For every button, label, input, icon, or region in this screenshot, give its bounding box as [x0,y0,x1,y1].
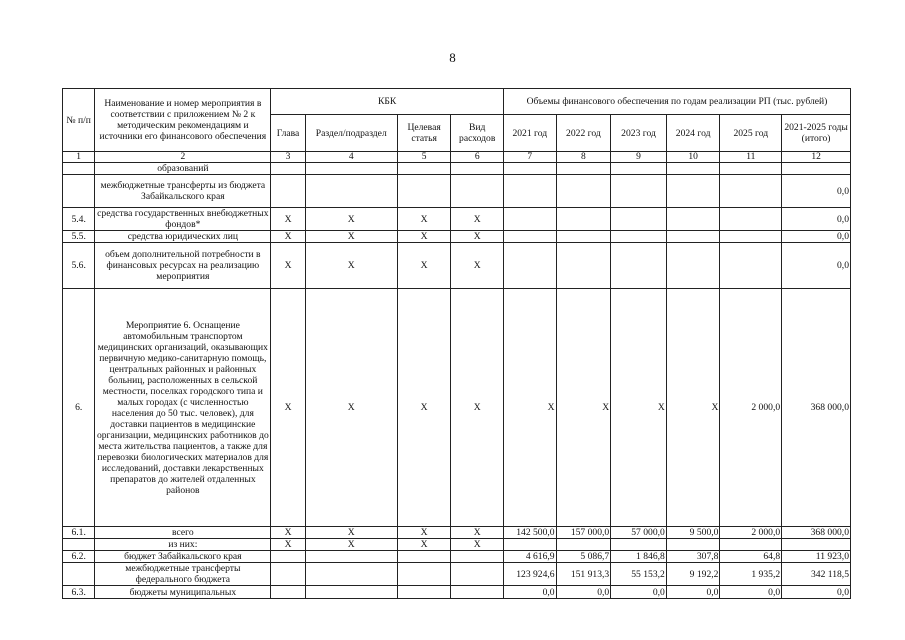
table-row [63,551,851,563]
row-cell [504,163,557,175]
row-number [63,175,95,208]
header-name: Наименование и номер мероприятия в соответствии с приложением № 2 к методическим рекомендациям и источники его финансового обеспечения [95,89,271,152]
row-cell [666,231,720,243]
row-cell: Х [451,527,504,539]
row-name: образований [95,163,271,175]
row-name: объем дополнительной потребности в финансовых ресурсах на реализацию мероприятия [95,243,271,289]
row-cell: Х [451,243,504,289]
row-cell [720,175,782,208]
row-cell [271,586,305,599]
row-cell [271,563,305,586]
row-name: Мероприятие 6. Оснащение автомобильным транспортом медицинских организаций, оказывающих первичную медико-санитарную помощь, центральных районных и районных больниц, расположенных в сельской местности, поселках городского типа и малых городах (с численностью населения до 50 тыс. человек), для доставки пациентов в медицинские организации, медицинских работников до места жительства пациентов, а также для перевозки биологических материалов для исследований, доставки лекарственных препаратов до жителей отдаленных районов [95,289,271,527]
row-cell [397,175,451,208]
header-kbk: КБК [271,89,504,115]
row-cell [397,563,451,586]
row-cell [451,586,504,599]
row-name: средства юридических лиц [95,231,271,243]
row-cell [666,539,720,551]
row-cell [720,163,782,175]
row-cell [504,231,557,243]
header-stat: Целевая статья [397,115,451,152]
header-2025: 2025 год [720,115,782,152]
row-cell: Х [397,243,451,289]
colnum: 12 [782,152,851,163]
row-cell [666,163,720,175]
row-cell: Х [451,208,504,231]
row-cell [397,551,451,563]
row-cell: 64,8 [720,551,782,563]
row-cell: 307,8 [666,551,720,563]
colnum: 3 [271,152,305,163]
column-numbers-row [63,152,851,163]
row-cell: Х [305,231,397,243]
row-number: 5.5. [63,231,95,243]
row-cell: 1 935,2 [720,563,782,586]
header-num: № п/п [63,89,95,152]
row-cell [397,163,451,175]
header-total: 2021-2025 годы (итого) [782,115,851,152]
row-name: межбюджетные трансферты из бюджета Забайкальского края [95,175,271,208]
table-row [63,243,851,289]
row-cell [720,208,782,231]
colnum: 4 [305,152,397,163]
row-cell: 2 000,0 [720,527,782,539]
row-cell [305,586,397,599]
row-cell [611,208,667,231]
row-cell [720,231,782,243]
row-number: 5.4. [63,208,95,231]
row-cell: 0,0 [556,586,611,599]
row-cell: 57 000,0 [611,527,667,539]
row-cell [666,208,720,231]
row-cell: Х [271,527,305,539]
row-cell: Х [451,539,504,551]
row-cell: 0,0 [782,243,851,289]
row-cell: 0,0 [504,586,557,599]
row-cell: 368 000,0 [782,527,851,539]
row-cell: 123 924,6 [504,563,557,586]
row-cell: 2 000,0 [720,289,782,527]
table-row [63,163,851,175]
row-number [63,539,95,551]
row-cell [271,163,305,175]
row-cell: Х [271,289,305,527]
row-cell: 151 913,3 [556,563,611,586]
row-cell: 368 000,0 [782,289,851,527]
row-cell: Х [397,289,451,527]
table-row [63,231,851,243]
row-cell: Х [271,208,305,231]
row-cell [504,175,557,208]
row-cell [504,539,557,551]
header-2024: 2024 год [666,115,720,152]
row-cell: Х [451,231,504,243]
colnum: 7 [504,152,557,163]
row-cell [305,563,397,586]
row-cell [611,175,667,208]
row-cell: Х [271,539,305,551]
row-number: 5.6. [63,243,95,289]
header-vid: Вид расходов [451,115,504,152]
row-cell: 0,0 [782,208,851,231]
row-name: всего [95,527,271,539]
row-cell [305,551,397,563]
row-name: из них: [95,539,271,551]
row-cell [556,539,611,551]
row-cell: Х [504,289,557,527]
row-cell: 1 846,8 [611,551,667,563]
row-cell [451,163,504,175]
row-cell: Х [397,208,451,231]
row-cell: 0,0 [782,231,851,243]
row-cell: 11 923,0 [782,551,851,563]
colnum: 10 [666,152,720,163]
colnum: 5 [397,152,451,163]
colnum: 11 [720,152,782,163]
row-cell: 0,0 [720,586,782,599]
row-cell [451,551,504,563]
row-cell: Х [305,289,397,527]
row-name: бюджеты муниципальных [95,586,271,599]
row-number: 6.1. [63,527,95,539]
row-cell [611,539,667,551]
row-cell: 9 192,2 [666,563,720,586]
row-cell [556,243,611,289]
row-cell [305,175,397,208]
row-cell [397,586,451,599]
row-cell [782,539,851,551]
header-2022: 2022 год [556,115,611,152]
table-row [63,289,851,527]
row-cell: Х [397,527,451,539]
row-cell: Х [611,289,667,527]
row-name: средства государственных внебюджетных фондов* [95,208,271,231]
row-cell [556,231,611,243]
row-cell [504,243,557,289]
row-cell [611,231,667,243]
table-row [63,175,851,208]
row-number [63,563,95,586]
row-cell [611,243,667,289]
colnum: 1 [63,152,95,163]
row-number: 6.2. [63,551,95,563]
table-row [63,208,851,231]
row-number: 6. [63,289,95,527]
row-cell [556,175,611,208]
colnum: 9 [611,152,667,163]
row-number: 6.3. [63,586,95,599]
row-cell [782,163,851,175]
colnum: 6 [451,152,504,163]
row-cell: 0,0 [666,586,720,599]
row-cell: Х [271,231,305,243]
row-cell: Х [271,243,305,289]
row-cell [271,551,305,563]
header-volumes: Объемы финансового обеспечения по годам реализации РП (тыс. рублей) [504,89,851,115]
financing-table [62,88,851,599]
row-cell: Х [556,289,611,527]
row-cell [451,563,504,586]
table-row [63,527,851,539]
row-cell: 4 616,9 [504,551,557,563]
row-cell: Х [397,231,451,243]
header-razdel: Раздел/подраздел [305,115,397,152]
row-cell: Х [666,289,720,527]
row-cell: Х [305,539,397,551]
row-name: бюджет Забайкальского края [95,551,271,563]
row-cell [305,163,397,175]
row-cell: Х [305,243,397,289]
header-glava: Глава [271,115,305,152]
row-cell [271,175,305,208]
header-row-1 [63,89,851,115]
table-row [63,539,851,551]
row-cell: 55 153,2 [611,563,667,586]
row-number [63,163,95,175]
row-cell [720,539,782,551]
row-cell: Х [305,208,397,231]
colnum: 2 [95,152,271,163]
row-cell [720,243,782,289]
row-cell: 142 500,0 [504,527,557,539]
row-cell: Х [305,527,397,539]
row-cell: 9 500,0 [666,527,720,539]
row-cell: 0,0 [782,586,851,599]
row-name: межбюджетные трансферты федерального бюджета [95,563,271,586]
row-cell: 5 086,7 [556,551,611,563]
row-cell: 342 118,5 [782,563,851,586]
table-row [63,563,851,586]
header-2023: 2023 год [611,115,667,152]
table-row [63,586,851,599]
row-cell [611,163,667,175]
row-cell [504,208,557,231]
row-cell: 0,0 [782,175,851,208]
row-cell [666,243,720,289]
row-cell [666,175,720,208]
row-cell: 0,0 [611,586,667,599]
row-cell: Х [451,289,504,527]
row-cell [556,208,611,231]
row-cell: Х [397,539,451,551]
row-cell [451,175,504,208]
page-number: 8 [449,50,456,65]
row-cell: 157 000,0 [556,527,611,539]
colnum: 8 [556,152,611,163]
header-2021: 2021 год [504,115,557,152]
row-cell [556,163,611,175]
